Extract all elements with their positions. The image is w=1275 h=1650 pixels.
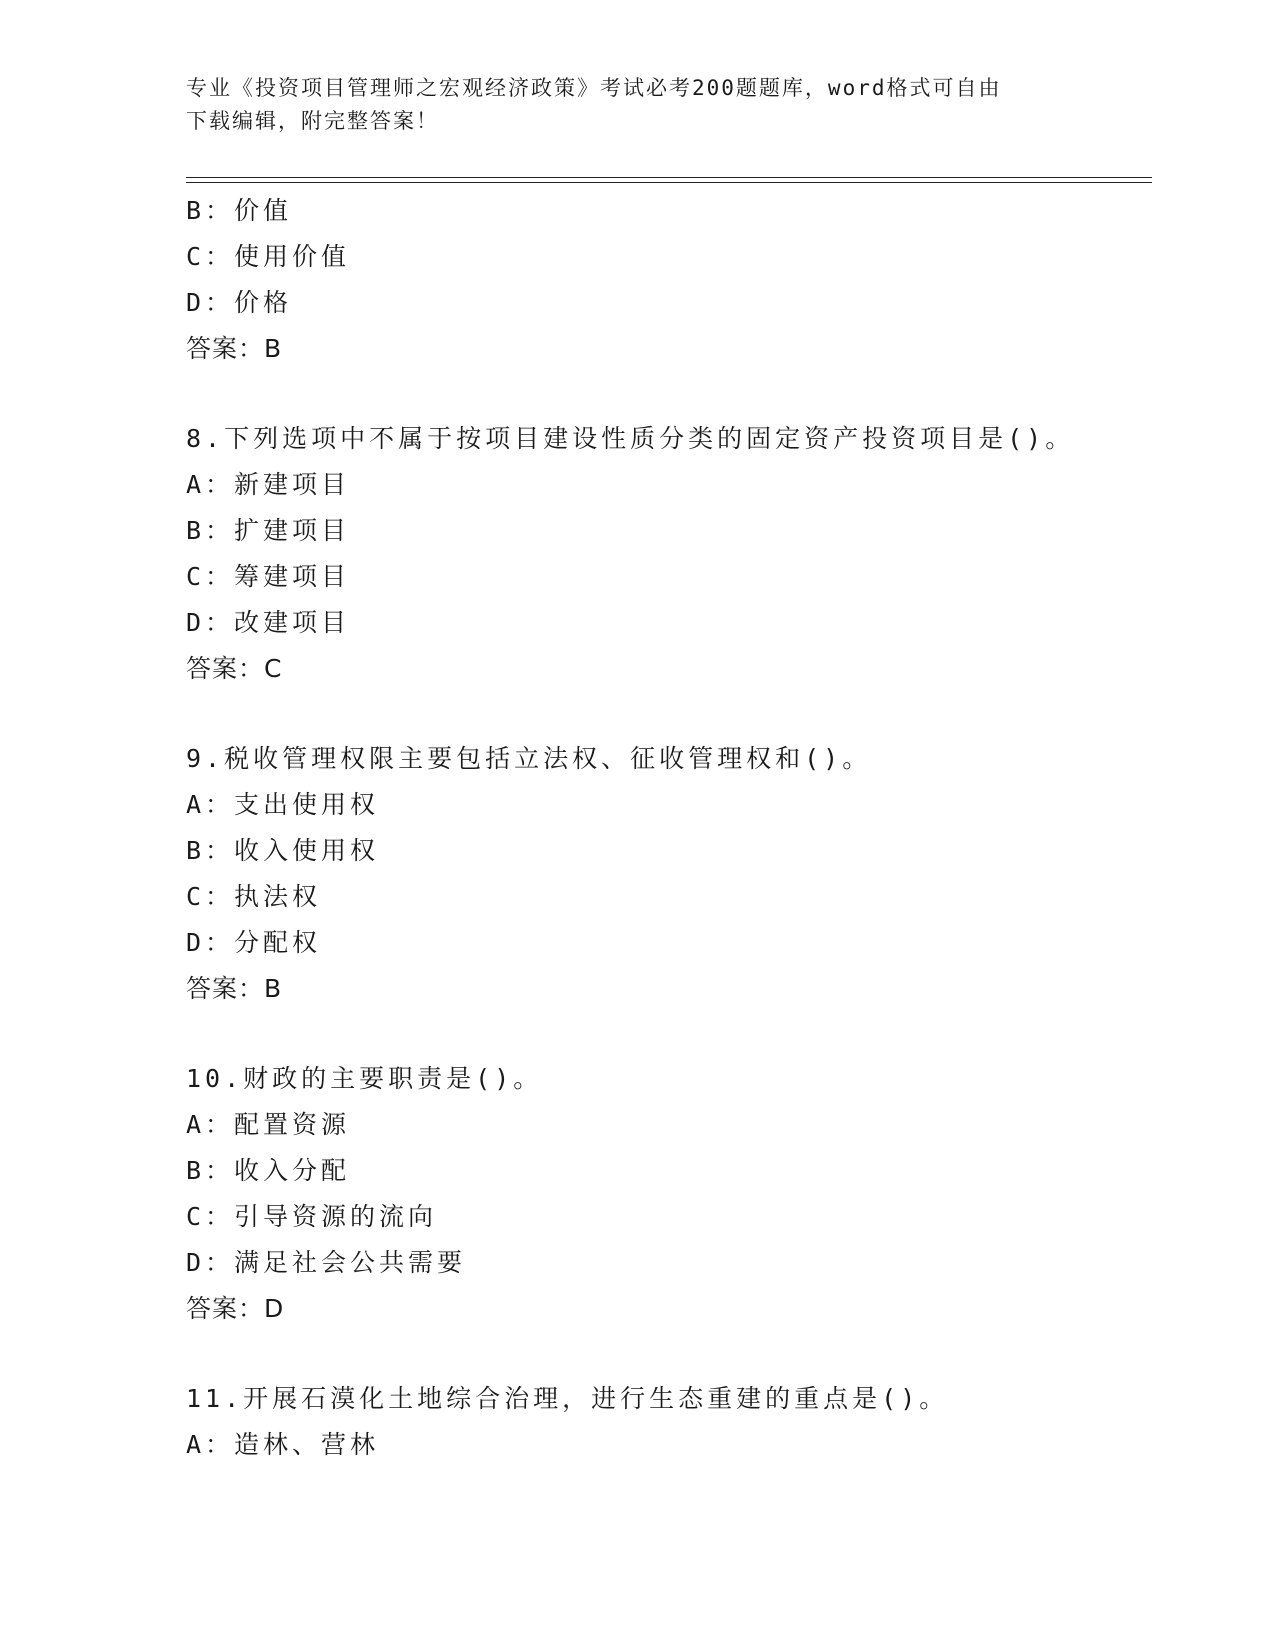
question-block-8 [186,416,1146,692]
question-stem: 10.财政的主要职责是()。 [186,1064,543,1093]
option-d: D：分配权 [186,928,322,957]
option-d: D：价格 [186,288,293,317]
answer-line: 答案：B [186,974,283,1003]
answer-line: 答案：D [186,1294,285,1323]
option-a: A：造林、营林 [186,1430,380,1459]
header-divider-top [186,177,1152,178]
option-d: D：改建项目 [186,608,351,637]
header-line-2: 下载编辑，附完整答案！ [186,109,439,133]
question-stem: 8.下列选项中不属于按项目建设性质分类的固定资产投资项目是()。 [186,424,1075,453]
option-a: A：新建项目 [186,470,351,499]
question-block-10 [186,1056,1146,1332]
header-line-1: 专业《投资项目管理师之宏观经济政策》考试必考200题题库，word格式可自由 [186,76,1002,100]
option-a: A：配置资源 [186,1110,351,1139]
question-list [186,188,1146,1468]
option-c: C：引导资源的流向 [186,1202,438,1231]
option-b: B：扩建项目 [186,516,351,545]
option-b: B：价值 [186,196,293,225]
question-stem: 11.开展石漠化土地综合治理，进行生态重建的重点是()。 [186,1384,949,1413]
document-header [186,72,1066,138]
question-stem: 9.税收管理权限主要包括立法权、征收管理权和()。 [186,744,872,773]
option-b: B：收入使用权 [186,836,380,865]
option-a: A：支出使用权 [186,790,380,819]
question-block-continued [186,188,1146,372]
header-divider-bottom [186,182,1152,183]
option-c: C：执法权 [186,882,322,911]
option-b: B：收入分配 [186,1156,351,1185]
answer-line: 答案：C [186,654,283,683]
option-c: C：筹建项目 [186,562,351,591]
question-block-11 [186,1376,1146,1468]
option-d: D：满足社会公共需要 [186,1248,467,1277]
answer-line: 答案：B [186,334,283,363]
question-block-9 [186,736,1146,1012]
option-c: C：使用价值 [186,242,351,271]
